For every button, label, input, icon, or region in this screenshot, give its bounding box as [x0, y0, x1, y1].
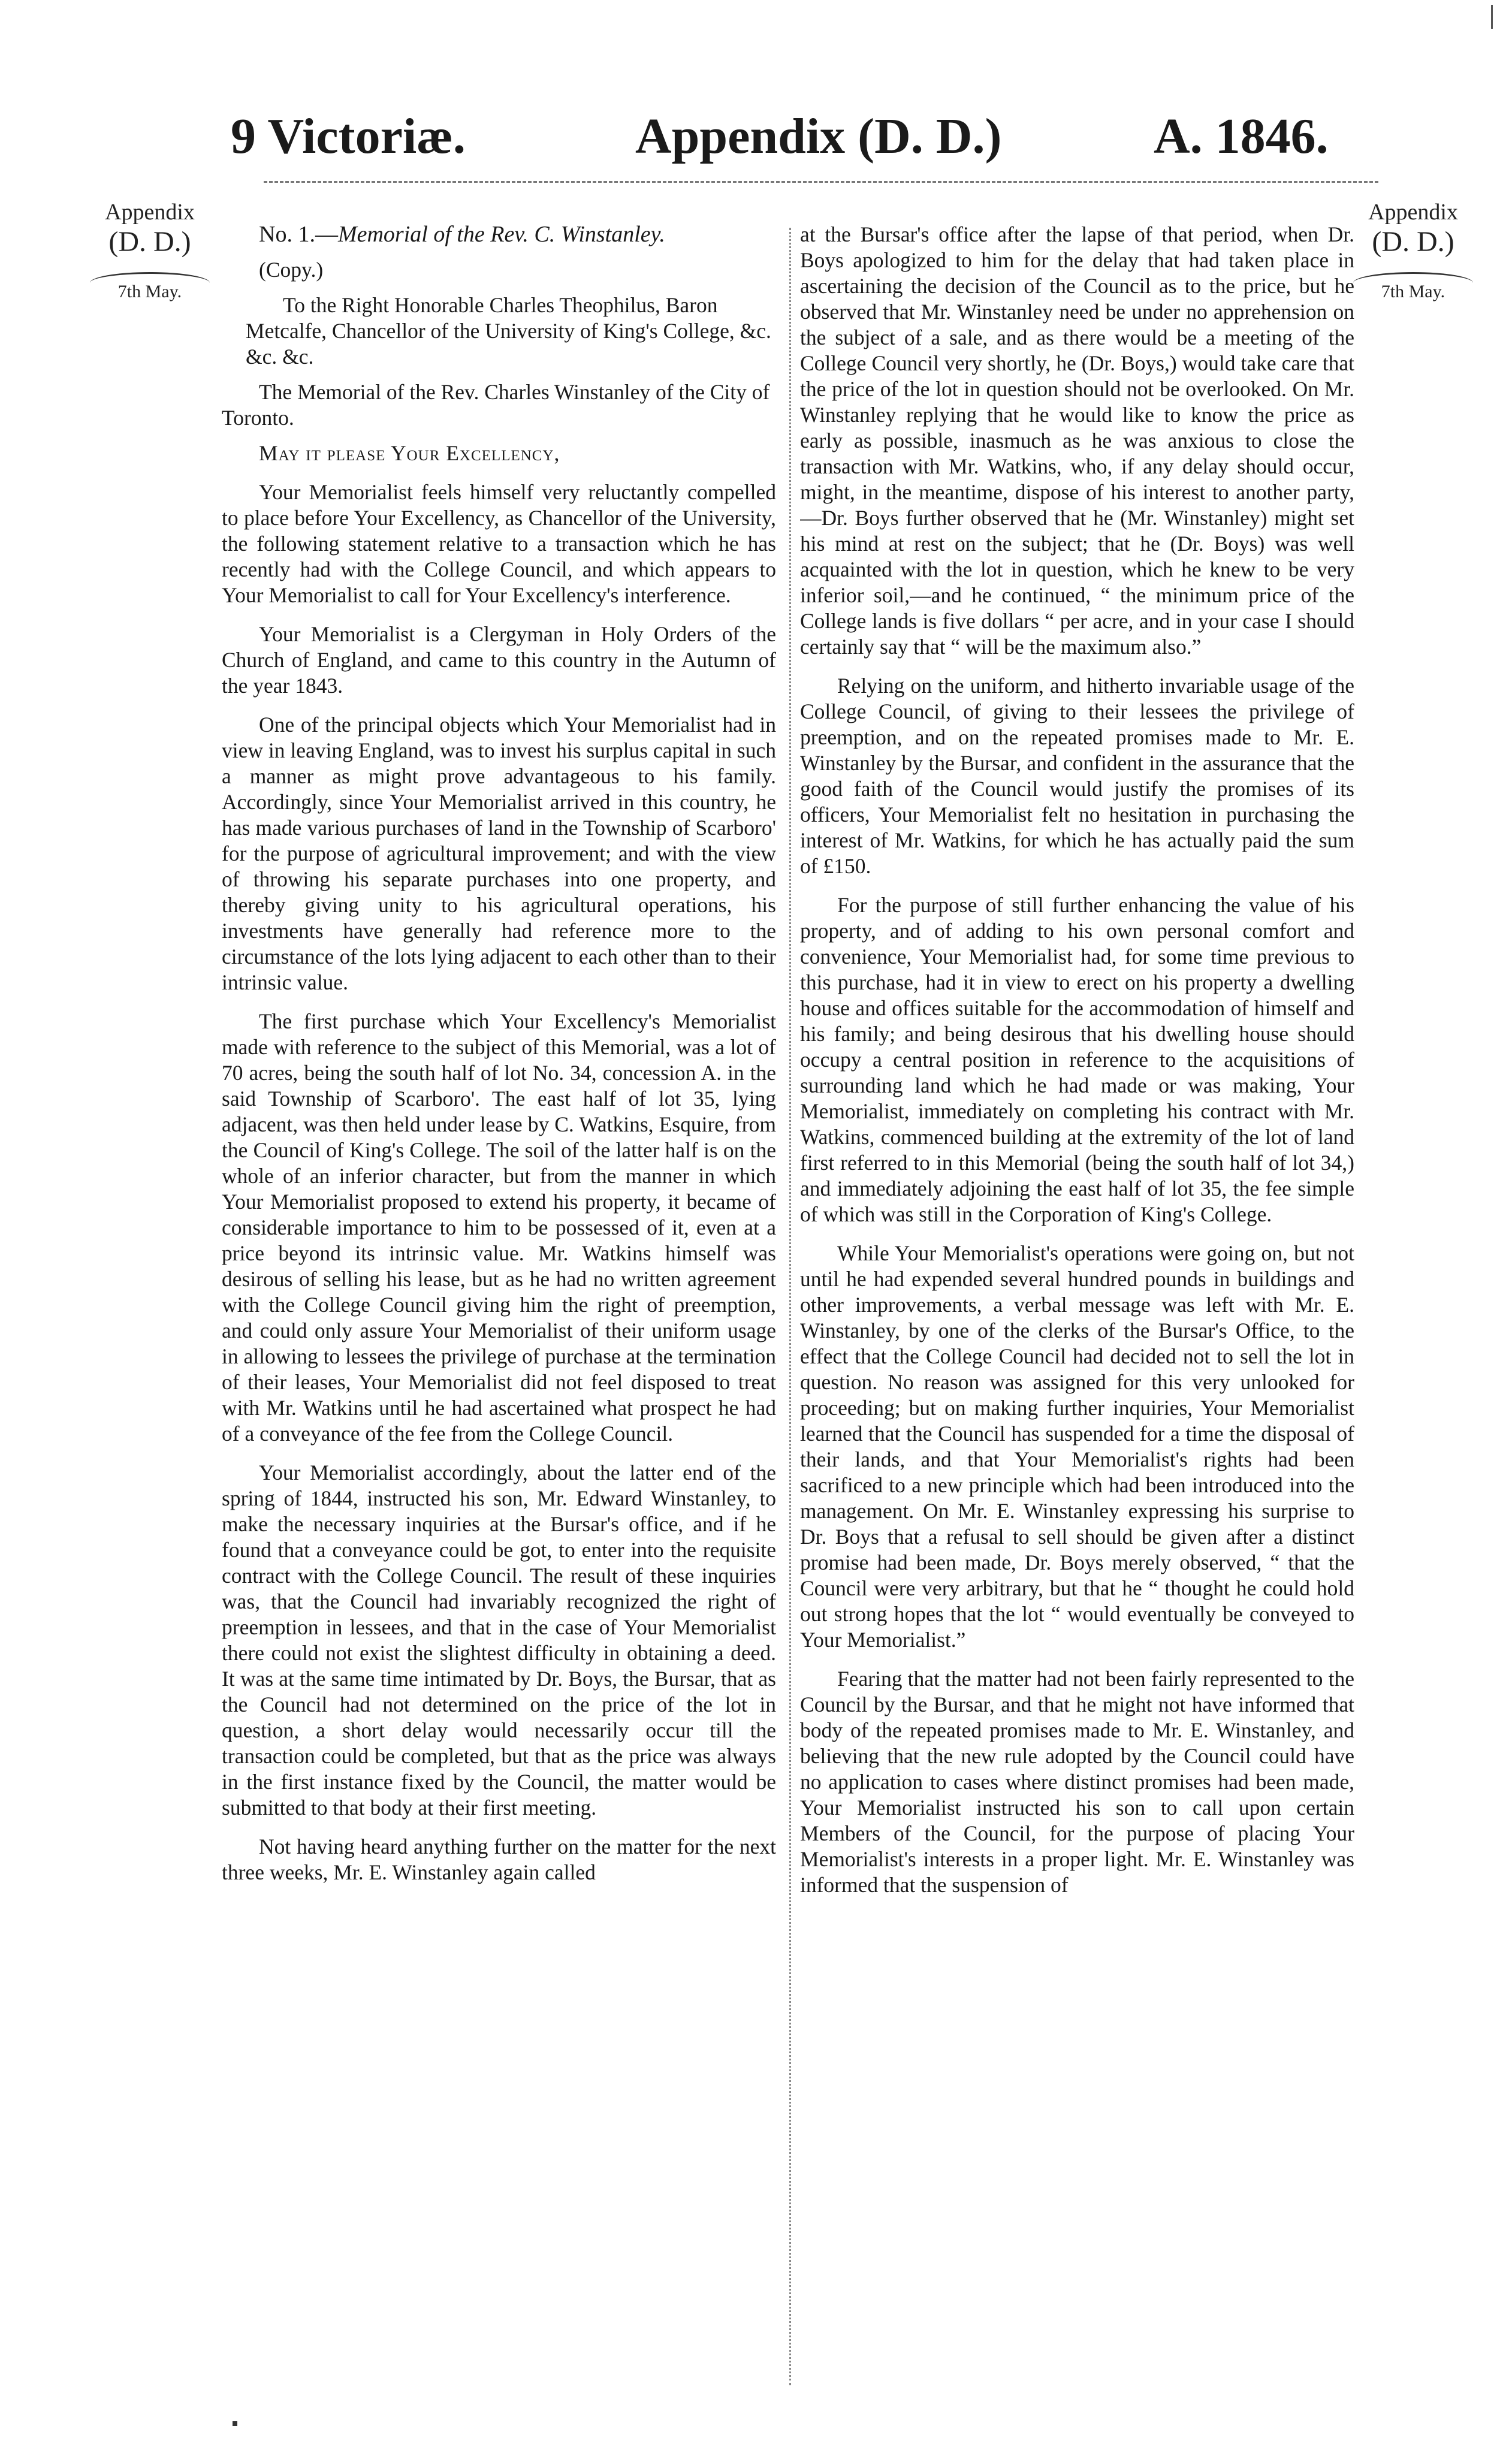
paragraph: Not having heard anything further on the matter for the next three weeks, Mr. E. Winstanley again called	[222, 1834, 776, 1884]
copy-note: (Copy.)	[259, 258, 324, 282]
paragraph: Fearing that the matter had not been fairly represented to the Council by the Bursar, and that he might not have informed that body of the repeated promises made to Mr. E. Winstanley, and believing that the new rule adopted by the Council could have no application to cases where distinct promises had been made, Your Memorialist instructed his son to call upon certain Members of the Council, for the purpose of placing Your Memorialist's interests in a proper light. Mr. E. Winstanley was informed that the suspension of	[800, 1667, 1354, 1897]
left-margin-note	[90, 199, 210, 304]
paragraph: Your Memorialist is a Clergyman in Holy Orders of the Church of England, and came to this country in the Autumn of the year 1843.	[222, 622, 776, 698]
margin-appendix-id: (D. D.)	[1372, 226, 1454, 258]
right-column	[800, 222, 1354, 2391]
paragraph-continued: at the Bursar's office after the lapse of that period, when Dr. Boys apologized to him for the delay that had taken place in ascertaining the decision of the Council as to the price, but he observed that Mr. Winstanley need be under no apprehension on the subject of a sale, and as there would be a meeting of the College Council very shortly, he (Dr. Boys,) would take care that the price of the lot in question should not be overlooked. On Mr. Winstanley replying that he would like to know the price as early as possible, inasmuch as he was anxious to close the transaction with Mr. Watkins, who, if any delay should occur, might, in the meantime, dispose of his interest to another party,—Dr. Boys further observed that he (Mr. Winstanley) might set his mind at rest on the subject; that he (Dr. Boys) was well acquainted with the lot in question, which he knew to be very inferior soil,—and he continued, “ the minimum price of the College lands is five dollars “ per acre, and in your case I should certainly say that “ will be the maximum also.”	[800, 222, 1354, 659]
address-line: To the Right Honorable Charles Theophilus, Baron Metcalfe, Chancellor of the University of King's College, &c. &c. &c.	[246, 293, 771, 369]
margin-appendix-label: Appendix	[1368, 200, 1458, 225]
salutation: May it please Your Excellency,	[259, 441, 560, 465]
header-session: 9 Victoriæ.	[231, 108, 466, 164]
memorial-title	[222, 222, 776, 248]
margin-appendix-id: (D. D.)	[108, 226, 191, 258]
header-year: A. 1846.	[1154, 108, 1329, 164]
paragraph: The first purchase which Your Excellency's Memorialist made with reference to the subject of this Memorial, was a lot of 70 acres, being the south half of lot No. 34, concession A. in the said Township of Scarboro'. The east half of lot 35, lying adjacent, was then held under lease by C. Watkins, Esquire, from the Council of King's College. The soil of the latter half is on the whole of an inferior character, but from the manner in which Your Memorialist proposed to extend his property, it became of considerable importance to him to be possessed of it, even at a price beyond its intrinsic value. Mr. Watkins himself was desirous of selling his lease, but as he had no written agreement with the College Council giving him the right of preemption, and could only assure Your Memorialist of their uniform usage in allowing to lessees the privilege of purchase at the termination of their leases, Your Memorialist did not feel disposed to treat with Mr. Watkins until he had ascertained what prospect he had of a conveyance of the fee from the College Council.	[222, 1009, 776, 1446]
column-divider	[789, 228, 791, 2385]
left-column	[222, 222, 776, 2391]
right-margin-note	[1353, 199, 1473, 304]
margin-date: 7th May.	[90, 272, 210, 304]
margin-date: 7th May.	[1353, 272, 1473, 304]
paragraph: For the purpose of still further enhancing the value of his property, and of adding to his own personal comfort and convenience, Your Memorialist had, for some time previous to this purchase, had it in view to erect on his property a dwelling house and offices suitable for the accommodation of himself and his family; and being desirous that his dwelling house should occupy a central position in reference to the acquisitions of surrounding land which he had made or was making, Your Memorialist, immediately on completing his contract with Mr. Watkins, commenced building at the extremity of the lot of land first referred to in this Memorial (being the south half of lot 34,) and immediately adjoining the east half of lot 35, the fee simple of which was still in the Corporation of King's College.	[800, 893, 1354, 1226]
paragraph: Your Memorialist accordingly, about the latter end of the spring of 1844, instructed his son, Mr. Edward Winstanley, to make the necessary inquiries at the Bursar's office, and if he found that a conveyance could be got, to enter into the requisite contract with the College Council. The result of these inquiries was, that the Council had invariably recognized the right of preemption in lessees, and that in the case of Your Memorialist there could not exist the slightest difficulty in obtaining a deed. It was at the same time intimated by Dr. Boys, the Bursar, that as the Council had not determined on the price of the lot in question, a short delay would necessarily occur till the transaction could be completed, but that as the price was always in the first instance fixed by the Council, the matter would be submitted to that body at their first meeting.	[222, 1461, 776, 1820]
page-header	[0, 0, 1512, 198]
paragraph: Your Memorialist feels himself very reluctantly compelled to place before Your Excellency, as Chancellor of the University, the following statement relative to a transaction which he has recently had with the College Council, and which appears to Your Memorialist to call for Your Excellency's interference.	[222, 480, 776, 607]
margin-appendix-label: Appendix	[105, 200, 195, 225]
paragraph: While Your Memorialist's operations were going on, but not until he had expended several hundred pounds in buildings and other improvements, a verbal message was left with Mr. E. Winstanley, by one of the clerks of the Bursar's Office, to the effect that the College Council had decided not to sell the lot in question. No reason was assigned for this very unlooked for proceeding; but on making further inquiries, Your Memorialist learned that the Council has suspended for a time the disposal of their lands, and that Your Memorialist's rights had been sacrificed to a new principle which had been introduced into the management. On Mr. E. Winstanley expressing his surprise to Dr. Boys that a refusal to sell should be given after a distinct promise had been made, Dr. Boys merely observed, “ that the Council were very arbitrary, but that he “ thought he could hold out strong hopes that the lot “ would eventually be conveyed to Your Memorialist.”	[800, 1241, 1354, 1652]
memorial-number: No. 1.—	[259, 222, 338, 247]
memorial-title-text: Memorial of the Rev. C. Winstanley.	[337, 222, 665, 247]
paragraph: One of the principal objects which Your Memorialist had in view in leaving England, was to invest his surplus capital in such a manner as might prove advantageous to his family. Accordingly, since Your Memorialist arrived in this country, he has made various purchases of land in the Township of Scarboro' for the purpose of agricultural improvement; and with the view of throwing his separate purchases into one property, and thereby giving unity to his agricultural operations, his investments have generally had reference more to the circumstance of the lots lying adjacent to each other than to their intrinsic value.	[222, 713, 776, 994]
header-appendix: Appendix (D. D.)	[635, 108, 1002, 164]
header-rule	[264, 181, 1378, 183]
paragraph: Relying on the uniform, and hitherto invariable usage of the College Council, of giving to their lessees the privilege of preemption, and on the repeated promises made to Mr. E. Winstanley by the Bursar, and confident in the assurance that the good faith of the Council would justify the promises of its officers, Your Memorialist felt no hesitation in purchasing the interest of Mr. Watkins, for which he has actually paid the sum of £150.	[800, 674, 1354, 878]
memorial-intro: The Memorial of the Rev. Charles Winstanley of the City of Toronto.	[222, 380, 770, 430]
corner-mark	[1491, 5, 1505, 29]
printer-mark	[233, 2421, 237, 2426]
